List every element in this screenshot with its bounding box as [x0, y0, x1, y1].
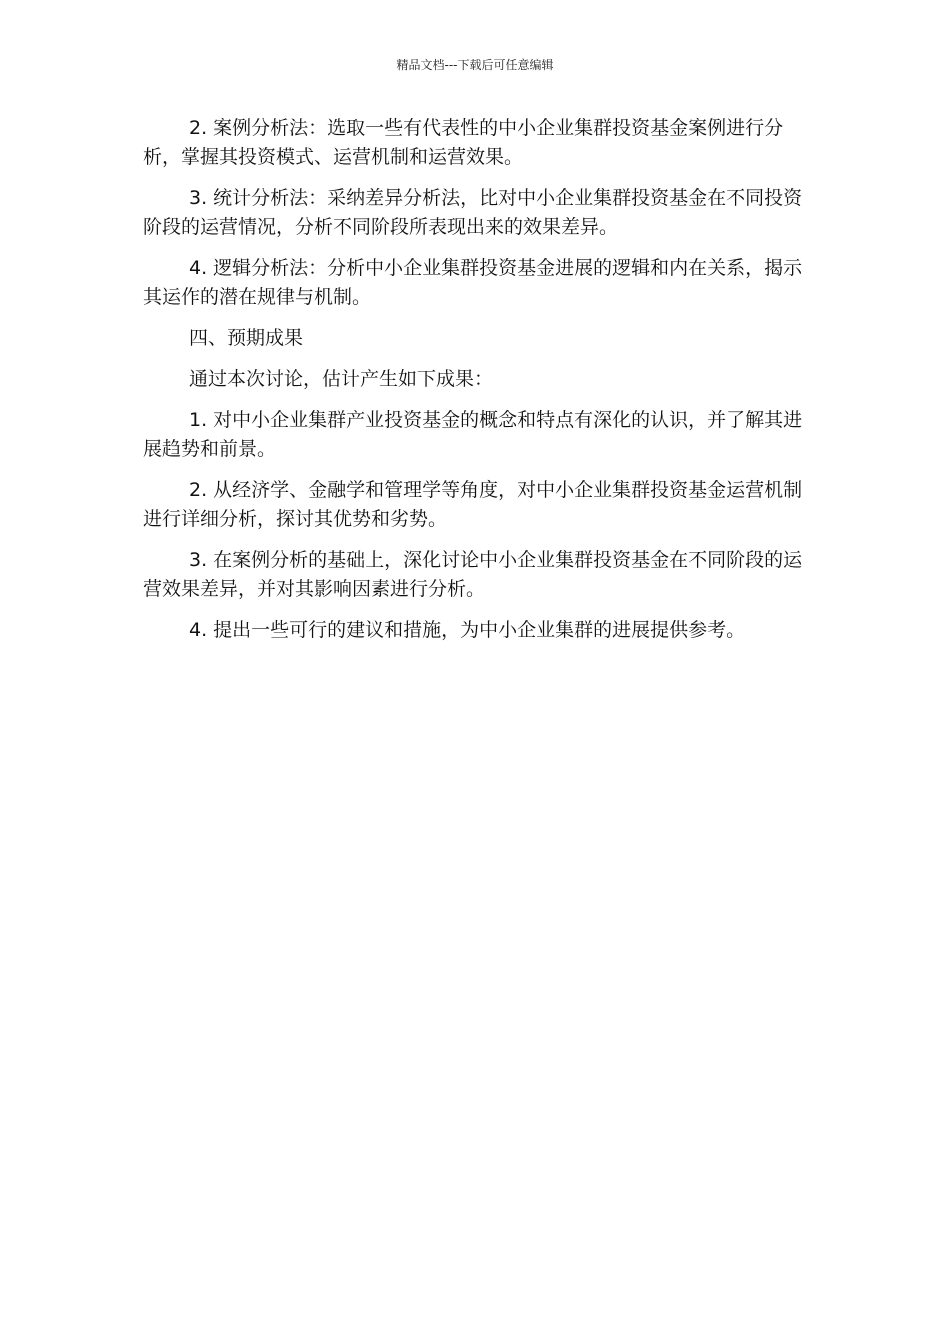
expected-result-4: 4. 提出一些可行的建议和措施，为中小企业集群的进展提供参考。	[189, 619, 746, 641]
method-case-analysis: 2. 案例分析法：选取一些有代表性的中小企业集群投资基金案例进行分析，掌握其投资模式、运营机制和运营效果。	[143, 117, 784, 168]
expected-result-1: 1. 对中小企业集群产业投资基金的概念和特点有深化的认识，并了解其进展趋势和前景。	[143, 409, 803, 460]
expected-result-3: 3. 在案例分析的基础上，深化讨论中小企业集群投资基金在不同阶段的运营效果差异，并对其影响因素进行分析。	[143, 549, 803, 600]
section-heading-expected-results: 四、预期成果	[189, 327, 304, 349]
method-logical-analysis: 4. 逻辑分析法：分析中小企业集群投资基金进展的逻辑和内在关系，揭示其运作的潜在规律与机制。	[143, 257, 803, 308]
expected-result-2: 2. 从经济学、金融学和管理学等角度，对中小企业集群投资基金运营机制进行详细分析，探讨其优势和劣势。	[143, 479, 803, 530]
expected-results-intro: 通过本次讨论，估计产生如下成果：	[189, 368, 494, 390]
page-header: 精品文档---下载后可任意编辑	[396, 58, 554, 72]
method-statistical-analysis: 3. 统计分析法：采纳差异分析法，比对中小企业集群投资基金在不同投资阶段的运营情况，分析不同阶段所表现出来的效果差异。	[143, 187, 803, 238]
document-body	[143, 114, 805, 657]
